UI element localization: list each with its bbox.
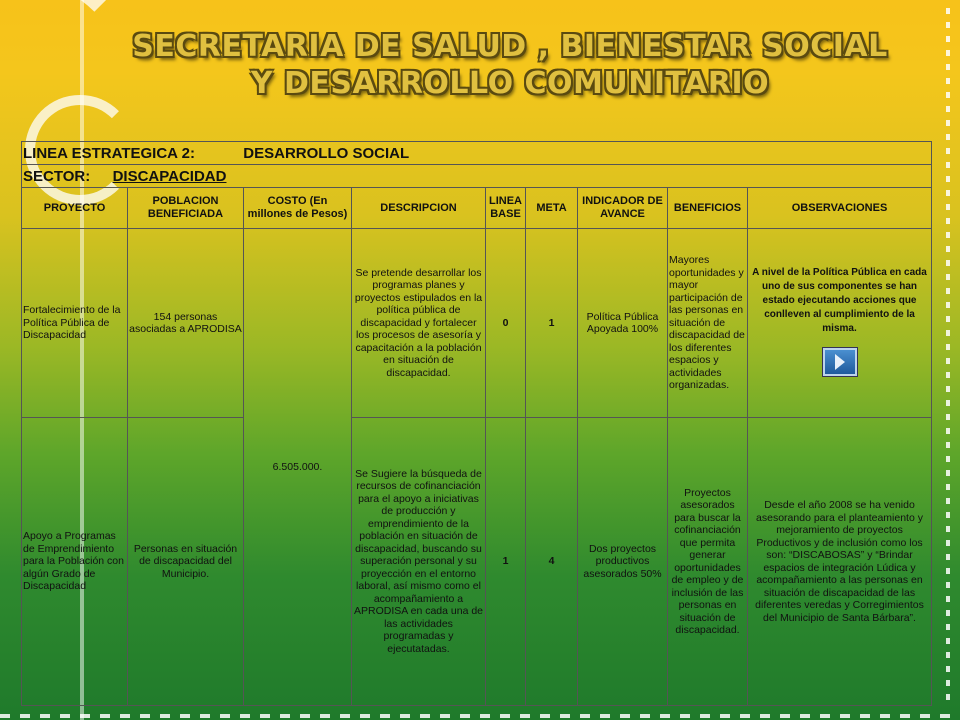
col-header-descripcion: DESCRIPCION xyxy=(352,188,486,229)
cell-beneficios: Mayores oportunidades y mayor participación de las personas en situación de discapacidad de los diferentes espacios y actividades organizadas. xyxy=(668,229,748,418)
col-header-proyecto: PROYECTO xyxy=(22,188,128,229)
col-header-poblacion: POBLACION BENEFICIADA xyxy=(128,188,244,229)
slide-title-line2: Y DESARROLLO COMUNITARIO xyxy=(250,66,770,101)
cell-observaciones: Desde el año 2008 se ha venido asesorando para el planteamiento y mejoramiento de proyectos Productivos y de inclusión como los son: “DISCABOSAS” y “Brindar espacios de integración Lúdica y acompañamiento a las personas en situación de discapacidad de las diferentes veredas y Corregimientos del Municipio de Santa Bárbara”. xyxy=(748,418,932,706)
cell-meta: 4 xyxy=(526,418,578,706)
column-header-row xyxy=(22,188,932,229)
sector-value: DISCAPACIDAD xyxy=(112,167,227,185)
play-next-icon[interactable] xyxy=(823,348,857,376)
observaciones-text: A nivel de la Política Pública en cada uno de sus componentes se han estado ejecutando acciones que conlleven al cumplimiento de la misma. xyxy=(752,267,927,335)
cell-descripcion: Se pretende desarrollar los programas planes y proyectos estipulados en la política pública de discapacidad y fortalecer los procesos de asesoría y capacitación a la población en situación de discapacidad. xyxy=(352,229,486,418)
strategic-line-label: LINEA ESTRATEGICA 2: xyxy=(23,144,195,162)
cell-proyecto: Apoyo a Programas de Emprendimiento para la Población con algún Grado de Discapacidad xyxy=(22,418,128,706)
cell-beneficios: Proyectos asesorados para buscar la cofinanciación que permita generar oportunidades de empleo y de inclusión de las personas en situación de discapacidad. xyxy=(668,418,748,706)
col-header-observaciones: OBSERVACIONES xyxy=(748,188,932,229)
table-row xyxy=(22,418,932,706)
project-table xyxy=(21,141,932,706)
cell-descripcion: Se Sugiere la búsqueda de recursos de cofinanciación para el apoyo a iniciativas de producción y emprendimiento de la población en situación de discapacidad, buscando su superación personal y su proyección en el entorno laboral, así mismo como el acompañamiento a APRODISA en cada una de las actividades programadas y ejecutatadas. xyxy=(352,418,486,706)
col-header-meta: META xyxy=(526,188,578,229)
col-header-costo: COSTO (En millones de Pesos) xyxy=(244,188,352,229)
cell-observaciones xyxy=(748,229,932,418)
table-row xyxy=(22,229,932,418)
slide-title xyxy=(120,28,900,102)
cell-meta: 1 xyxy=(526,229,578,418)
sector-row xyxy=(22,165,932,188)
strategic-line-row xyxy=(22,142,932,165)
col-header-beneficios: BENEFICIOS xyxy=(668,188,748,229)
cell-poblacion: Personas en situación de discapacidad del Municipio. xyxy=(128,418,244,706)
decorative-dashed-border-bottom xyxy=(0,714,960,718)
cell-costo: 6.505.000. xyxy=(244,229,352,706)
cell-indicador: Dos proyectos productivos asesorados 50% xyxy=(578,418,668,706)
slide-title-line1: SECRETARIA DE SALUD , BIENESTAR SOCIAL xyxy=(132,29,888,64)
cell-indicador: Política Pública Apoyada 100% xyxy=(578,229,668,418)
sector-cell xyxy=(22,165,932,188)
col-header-linea-base: LINEA BASE xyxy=(486,188,526,229)
decorative-dashed-border-right xyxy=(946,8,950,708)
strategic-line-cell xyxy=(22,142,932,165)
cell-poblacion: 154 personas asociadas a APRODISA xyxy=(128,229,244,418)
sector-label: SECTOR: xyxy=(23,167,91,185)
cell-linea-base: 1 xyxy=(486,418,526,706)
strategic-line-value: DESARROLLO SOCIAL xyxy=(243,144,410,162)
cell-linea-base: 0 xyxy=(486,229,526,418)
col-header-indicador: INDICADOR DE AVANCE xyxy=(578,188,668,229)
cell-proyecto: Fortalecimiento de la Política Pública de Discapacidad xyxy=(22,229,128,418)
